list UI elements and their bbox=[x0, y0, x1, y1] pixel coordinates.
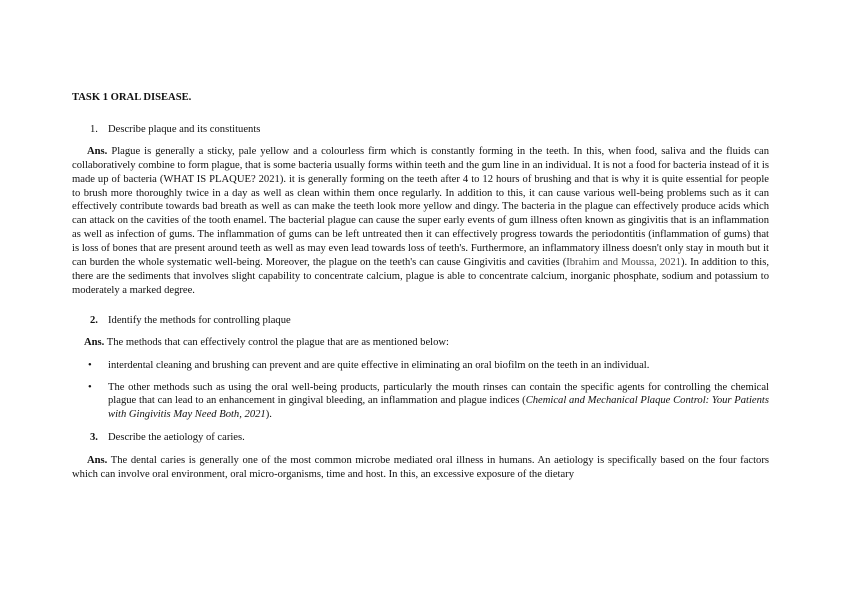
answer-1-body: Plague is generally a sticky, pale yellow and a colourless firm which is constantly forming in the teeth. In this, when food, saliva and the fluids can collaboratively combine to form plague, that is some bacteria usually forms within teeth and the gum line in an individual. It is not a food for bacteria instead of it is made up of bacteria (WHAT IS PLAQUE? 2021). it is generally forming on the teeth after 4 to 12 hours of brushing and that is why it is quite essential for people to brush more thoroughly twice in a day as well as clean within them once regularly. In addition to this, it can cause various well-being problems such as it can effectively contribute towards bad breath as well as can make the teeth look more yellow and dingy. The bacteria in the plague can effectively produce acids which can attack on the cavities of the tooth enamel. The bacterial plague can cause the super early events of gum illness often known as gingivitis that is an inflammation as well as infection of gums. The inflammation of gums can be left untreated then it can effectively progress towards the periodontitis (inflammation of gums) that is loss of bones that are present around teeth as well as may even lead towards loss of teeth's. Furthermore, an inflammatory illness doesn't only stay in mouth but it can burden the whole systematic well-being. Moreover, the plague on the teeth's can cause Gingivitis and cavities ( bbox=[72, 145, 769, 269]
answer-1-paragraph bbox=[72, 145, 769, 298]
answer-2-intro-text: The methods that can effectively control the plague that are as mentioned below: bbox=[104, 336, 449, 348]
answer-3-label: Ans. bbox=[87, 455, 108, 467]
bullet-2-citation: Chemical and Mechanical Plaque Control: Your Patients with Gingivitis May Need Both, 2021 bbox=[108, 395, 769, 421]
question-3-text: Describe the aetiology of caries. bbox=[108, 432, 245, 444]
bullet-icon: • bbox=[88, 381, 92, 393]
bullet-1-text: interdental cleaning and brushing can prevent and are quite effective in eliminating an oral biofilm on the teeth in an individual. bbox=[108, 359, 650, 371]
answer-1-label: Ans. bbox=[87, 145, 108, 157]
answer-3-body: The dental caries is generally one of the most common microbe mediated oral illness in humans. An aetiology is specifically based on the four factors which can involve oral environment, oral micro-organisms, time and host. In this, an excessive exposure of the dietary bbox=[72, 455, 769, 481]
list-item bbox=[72, 359, 769, 373]
question-2-number: 2. bbox=[90, 314, 98, 326]
answer-2-label: Ans. bbox=[84, 336, 105, 348]
answer-2-intro bbox=[72, 336, 769, 350]
question-3 bbox=[72, 431, 769, 445]
bullet-icon: • bbox=[88, 359, 92, 371]
bullet-2-text: The other methods such as using the oral well-being products, particularly the mouth rinses can contain the specific agents for controlling the chemical plague that can lead to an enhancement in gingival bleeding, an inflammation and plague indices ( bbox=[108, 381, 769, 407]
question-3-number: 3. bbox=[90, 432, 98, 444]
answer-1-tail: ). In addition to this, there are the sediments that involves slight capability to concentrate calcium, plague is able to concentrate calcium, inorganic phosphate, sodium and potassium to moderately a marked degree. bbox=[72, 257, 769, 296]
answer-1-citation: Ibrahim and Moussa, 2021 bbox=[566, 257, 681, 269]
page-title: TASK 1 ORAL DISEASE. bbox=[72, 92, 192, 103]
question-1-number: 1. bbox=[90, 123, 98, 135]
question-2 bbox=[72, 314, 769, 328]
answer-3-paragraph bbox=[72, 454, 769, 482]
question-1 bbox=[72, 123, 769, 137]
bullet-2-tail: ). bbox=[265, 409, 272, 421]
question-1-text: Describe plaque and its constituents bbox=[108, 123, 261, 135]
document-content bbox=[72, 91, 769, 482]
list-item bbox=[72, 381, 769, 423]
question-2-text: Identify the methods for controlling plaque bbox=[108, 314, 291, 326]
